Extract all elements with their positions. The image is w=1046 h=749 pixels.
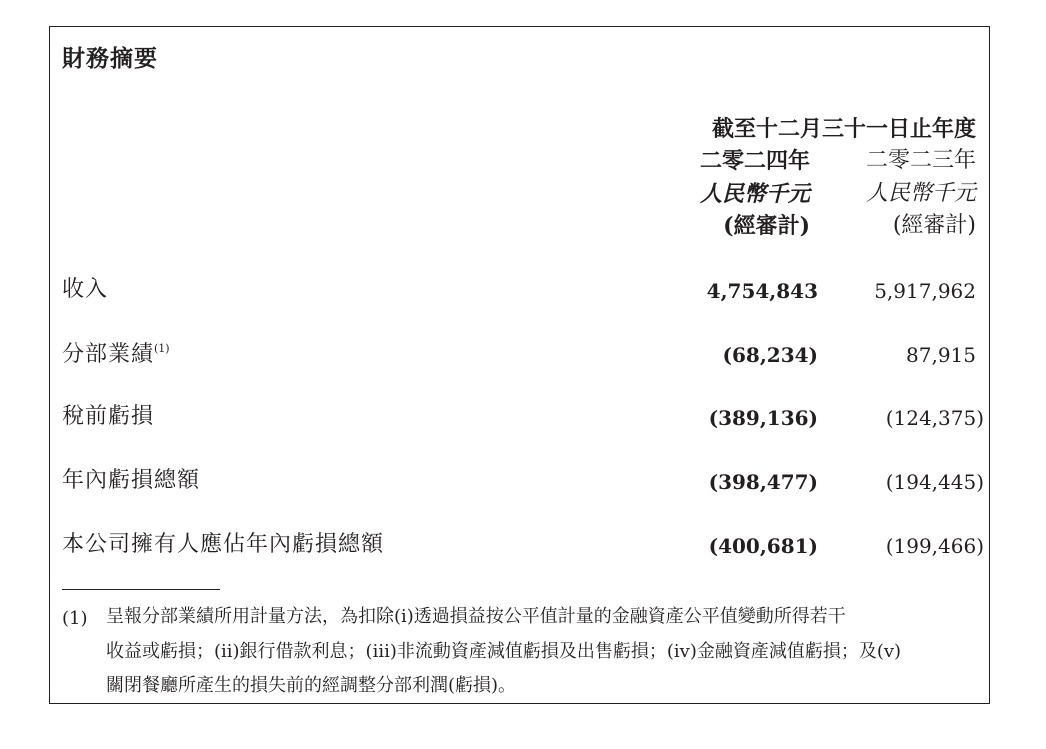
footnote-line-1: 呈報分部業績所用計量方法，為扣除(i)透過損益按公平值計量的金融資產公平值變動所得若干 [106,606,846,627]
row-label-segment-results: 分部業績$^{(1)}$ [62,342,170,367]
footnote-ref: (1) [154,342,170,355]
audit-2023-header: (經審計) [892,213,976,238]
period-header: 截至十二月三十一日止年度 [711,116,976,142]
row-label-total-loss: 年內虧損總額 [62,468,201,493]
footnote-divider [62,589,220,590]
segment-results-2024: (68,234) [722,343,818,367]
loss-attributable-2024: (400,681) [708,534,818,558]
revenue-2024: 4,754,843 [706,279,818,303]
footnote-line-2: 收益或虧損；(ii)銀行借款利息；(iii)非流動資產減值虧損及出售虧損；(iv)金融資產減值虧損；及(v) [106,641,902,662]
revenue-2023: 5,917,962 [874,279,976,303]
loss-before-tax-2024: (389,136) [708,406,818,430]
loss-before-tax-2023: (124,375) [885,406,984,430]
year-2023-header: 二零二三年 [865,148,976,173]
row-label-revenue: 收入 [62,277,109,302]
total-loss-2024: (398,477) [708,470,818,494]
currency-2023-header: 人民幣千元 [865,181,976,206]
year-2024-header: 二零二四年 [699,148,810,174]
row-label-loss-before-tax: 稅前虧損 [62,404,155,429]
row-label-loss-attributable: 本公司擁有人應佔年內虧損總額 [62,532,385,557]
footnote-line-3: 關閉餐廳所產生的損失前的經調整分部利潤(虧損)。 [106,675,517,696]
segment-results-2023: 87,915 [906,343,976,367]
currency-2024-header: 人民幣千元 [699,181,810,207]
section-title: 財務摘要 [62,45,158,72]
audit-2024-header: (經審計) [723,213,810,239]
loss-attributable-2023: (199,466) [885,534,984,558]
total-loss-2023: (194,445) [885,470,984,494]
footnote-marker: (1) [62,608,88,629]
